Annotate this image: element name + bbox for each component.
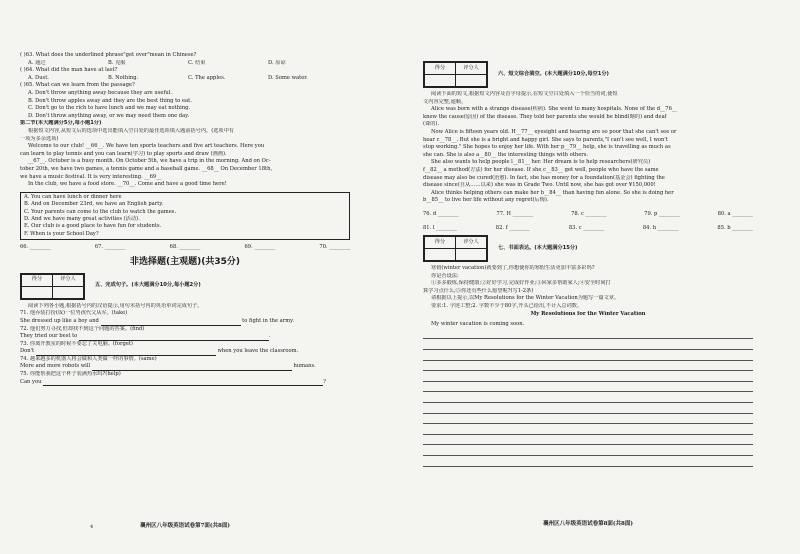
choice-b: B. And on December 23rd, we have an English party. [24, 201, 164, 208]
writing-prompt-line: 请根据以上提示,以My Resolutions for the Winter Vacation为题写一篇文章。 [431, 295, 620, 302]
right-footer: 襄州区八年级英语试卷第8面(共8面) [543, 521, 633, 527]
blank-77[interactable]: 77. H ________ [496, 210, 534, 217]
passage-line: hear c__78__. But she is a bright and happy girl. She says to parents,"I can't see well, I won't [423, 136, 668, 143]
blank-66[interactable]: 66. ________ [20, 244, 51, 251]
blank-68[interactable]: 68. ________ [169, 244, 201, 251]
q64-option-b: B. Nothing. [108, 74, 139, 81]
score-cell[interactable] [425, 75, 456, 87]
q71-prefix: She dressed up like a boy and [20, 317, 99, 324]
choice-a: A. You can have lunch or dinner here [24, 193, 122, 200]
writing-line[interactable] [423, 382, 753, 393]
blank-67[interactable]: 67. ________ [94, 244, 126, 251]
score-box [20, 273, 85, 300]
q75-chinese: 75. 你能帮我把这个杯子装满热水吗?(help) [20, 371, 121, 378]
q75-prefix: Can you [20, 378, 42, 385]
blank-78[interactable]: 78. c ________ [571, 210, 607, 217]
q64-option-a: A. Dust. [28, 74, 49, 81]
q75-english [20, 379, 350, 387]
answer-grid-row-1 [423, 211, 753, 219]
q65-option-b: B. Don't throw apples away and they are the best thing to eat. [28, 97, 192, 104]
essay-first-line[interactable] [423, 321, 753, 329]
writing-line[interactable] [423, 350, 753, 361]
writing-line[interactable] [423, 424, 753, 435]
choice-f: F. When is your School Day? [24, 230, 99, 237]
blank-80[interactable]: 80. a ________ [717, 210, 753, 217]
score-label: 得分 [425, 237, 456, 249]
q65-stem: ( )65. What can we learn from the passage? [20, 82, 135, 89]
blank-79[interactable]: 79. p ________ [644, 210, 680, 217]
passage-line: we have a music festival. It is very interesting. __69__ [20, 173, 162, 180]
passage-line: can learn to play tennis and you can learn(学习) to play sports and draw (画画). [20, 150, 227, 157]
q71-suffix: to fight in the army. [242, 317, 295, 324]
q65-option-d: D. Don't throw anything away, or we may need them one day. [28, 112, 190, 119]
q64-options [20, 75, 350, 83]
passage-line: Now Alice is fifteen years old. H__77__ eyesight and hearing are so poor that she can't see or [431, 128, 677, 135]
q74-chinese: 74. 越来越多的机器人将会做和人类做一样的事情。(same) [20, 355, 157, 362]
passage-line: (聋的). [423, 121, 440, 128]
writing-line[interactable] [423, 329, 753, 340]
q65-option-c: C. Don't go to the rich to have lunch and we may eat nothing. [28, 105, 191, 112]
grader-label: 评分人 [456, 63, 487, 75]
grader-label: 评分人 [456, 237, 487, 249]
writing-prompt-line: 算学习点什么;⑤你还有些什么愿望呢?(写1-2条) [423, 287, 534, 294]
part2-title: 第二节(本大题满分5分,每小题1分) [20, 120, 102, 127]
part2-instruction: 根据短文内容,从短文后的选项中选出能填入空白处的最佳选项填入题前括号内。(选项中有 [28, 127, 234, 134]
right-page [423, 58, 753, 467]
passage-line: Alice thinks helping others can make her h__84__ than having fun alone. So she is doing her [431, 189, 674, 196]
writing-line[interactable] [423, 445, 753, 456]
q71-chinese: 71. 他乔装打扮(成)一位男孩代父从军。(take) [20, 310, 128, 317]
passage-line: __67__. October is a busy month. On October 5th, we have a trip in the morning. And on Oc- [28, 158, 271, 165]
blank-82[interactable]: 82. f ________ [495, 224, 531, 231]
q64-stem: ( )64. What did the man have at last? [20, 67, 118, 74]
passage-line: In the club, we have a food store. __70__. Come and have a good time here! [28, 181, 227, 188]
blank-83[interactable]: 83. c ________ [568, 224, 605, 231]
writing-prompt-line: 你是否设法: [431, 272, 459, 279]
passage-line: She also wants to help people l__81__ her. Her dream is to help researchers(研究员) [431, 159, 651, 166]
writing-prompt-line: 寒假(winter vacation)就要到了,你想使你的寒假生活更加丰富多彩吗? [431, 265, 595, 272]
part7-header [423, 235, 753, 262]
part6-instruction: 阅读下面的短文,根据短文内容及首字母提示,在短文空白处填入一个恰当的词,使短 [431, 91, 618, 97]
passage-line: disease since(自从……以来) she was in Grade Two. Until now, she has got over ¥150,000! [423, 182, 656, 189]
q73-chinese: 73. 你离开教室的时候不要忘了关电脑。(forget) [20, 340, 133, 347]
passage-line: disease may also be cured(治愈). In fact, she has money for a foundation(基金会) fighting the [423, 174, 665, 181]
part7-title: 七、书面表达。(本大题满分15分) [498, 244, 578, 251]
blank-85[interactable]: 85. b ________ [717, 224, 753, 231]
q75-answer-line[interactable] [43, 379, 323, 386]
choice-d: D. And we have many great activities (活动). [24, 215, 140, 222]
q63-option-b: B. 克服 [108, 59, 126, 66]
choice-e: E. Our club is a good place to have fun for students. [24, 223, 162, 230]
score-box [423, 235, 488, 262]
q63-options [20, 60, 350, 68]
q74-suffix: humans. [293, 363, 316, 370]
q72-prefix: They tried our best to [20, 333, 78, 340]
part2-instruction-cont: 一项为多余选项) [20, 135, 59, 142]
part5-title: 五、完成句子。(本大题满分10分,每小题2分) [95, 282, 201, 289]
answer-grid-row-2 [423, 225, 753, 233]
q63-stem: ( )63. What does the underlined phrase"get over"mean in Chinese? [20, 52, 197, 58]
passage-line: b__85__ to live her life without any regret(后悔). [423, 197, 549, 204]
q72-suffix: . [268, 333, 271, 340]
q72-answer-line[interactable] [79, 334, 269, 341]
grader-cell[interactable] [456, 249, 487, 261]
q74-english [20, 363, 350, 371]
essay-title: My Resolutions for the Winter Vacation [530, 310, 646, 317]
part5-header [20, 273, 350, 300]
score-label: 得分 [22, 274, 53, 286]
q75-suffix: ? [323, 378, 326, 385]
writing-line[interactable] [423, 392, 753, 403]
passage-line: knew the cause(原因) of the disease. They told her parents she would be blind(瞎的) and deaf [423, 113, 667, 120]
part6-instruction-cont: 文内容完整,通顺。 [423, 98, 467, 105]
q71-english [20, 318, 350, 326]
writing-line[interactable] [423, 339, 753, 350]
score-cell[interactable] [425, 249, 456, 261]
q63-option-a: A. 通过 [28, 59, 46, 66]
passage-line: Alice was born with a strange disease(疾病). She went to many hospitals. None of the d__76__ [431, 106, 678, 113]
q74-answer-line[interactable] [92, 364, 292, 371]
blank-70[interactable]: 70. ________ [319, 244, 350, 251]
grader-label: 评分人 [53, 274, 84, 286]
writing-line[interactable] [423, 414, 753, 425]
writing-line[interactable] [423, 371, 753, 382]
passage-line: she can. She is also a__80__ the interesting things with others. [423, 151, 589, 158]
writing-line[interactable] [423, 435, 753, 446]
q71-answer-line[interactable] [101, 319, 241, 326]
q73-suffix: when you leave the classroom. [217, 348, 299, 355]
part5-instruction: 阅读下列各小题,根据括号内的汉语提示,用句末括号内的英语单词完成句子。 [28, 302, 203, 309]
part6-header [423, 61, 753, 88]
q73-english [20, 348, 350, 356]
left-page [20, 52, 350, 386]
q73-answer-line[interactable] [36, 349, 216, 356]
writing-line[interactable] [423, 361, 753, 372]
q65-option-a: A. Don't throw anything away because they are useful. [28, 89, 173, 96]
essay-start: My winter vacation is coming soon. [431, 321, 525, 328]
writing-line[interactable] [423, 456, 753, 467]
grader-cell[interactable] [456, 75, 487, 87]
q63-option-c: C. 结束 [188, 59, 206, 66]
answer-blanks [20, 244, 350, 252]
blank-76[interactable]: 76. d ________ [423, 210, 459, 217]
q64-option-c: C. The apples. [188, 74, 226, 81]
score-label: 得分 [425, 63, 456, 75]
q64-option-d: D. Some water. [268, 74, 308, 81]
passage-line: Welcome to our club! __66__. We have ten sports teachers and five art teachers. Here you [28, 143, 265, 150]
q73-prefix: Don't [20, 348, 35, 355]
q63-option-d: D. 原谅 [268, 59, 286, 66]
page-number: 4 [90, 524, 94, 530]
score-cell[interactable] [22, 286, 53, 298]
blank-84[interactable]: 84. h ________ [642, 224, 679, 231]
blank-69[interactable]: 69. ________ [244, 244, 276, 251]
choice-c: C. Your parents can come to the club to watch the games. [24, 208, 177, 215]
choices-box [20, 192, 350, 240]
grader-cell[interactable] [53, 286, 84, 298]
blank-81[interactable]: 81. l ________ [423, 224, 457, 231]
writing-prompt-line: 要求:1. 字迹工整;2. 字数不少于80字,开头已给出,不计入总词数。 [431, 303, 583, 310]
passage-line: stop working." She hopes to enjoy her life. With her p__79__ help, she is travelling as much as [423, 144, 671, 151]
q74-prefix: More and more robots will [20, 363, 91, 370]
writing-prompt-line: ①多多锻炼,保持健康;②好好学习,完成好作业;③回家多帮助家人;④安全时间打 [431, 280, 611, 287]
writing-line[interactable] [423, 403, 753, 414]
q72-english [20, 333, 350, 341]
q72-chinese: 72. 他们努力寻找,但却找不到这个问题的答案。(find) [20, 325, 145, 332]
left-footer: 襄州区八年级英语试卷第7面(共8面) [140, 523, 230, 529]
subjective-title: 非选择题(主观题)(共35分) [130, 256, 240, 267]
part6-title: 六、短文综合填空。(本大题满分10分,每空1分) [498, 70, 609, 77]
passage-line: tober 20th, we have two games, a tennis game and a baseball game. __68__ On December 18th, [20, 165, 273, 172]
passage-line: f__82__ a method(方法) for her disease. If she c__83__ get well, people who have the same [423, 166, 659, 173]
score-box [423, 61, 488, 88]
